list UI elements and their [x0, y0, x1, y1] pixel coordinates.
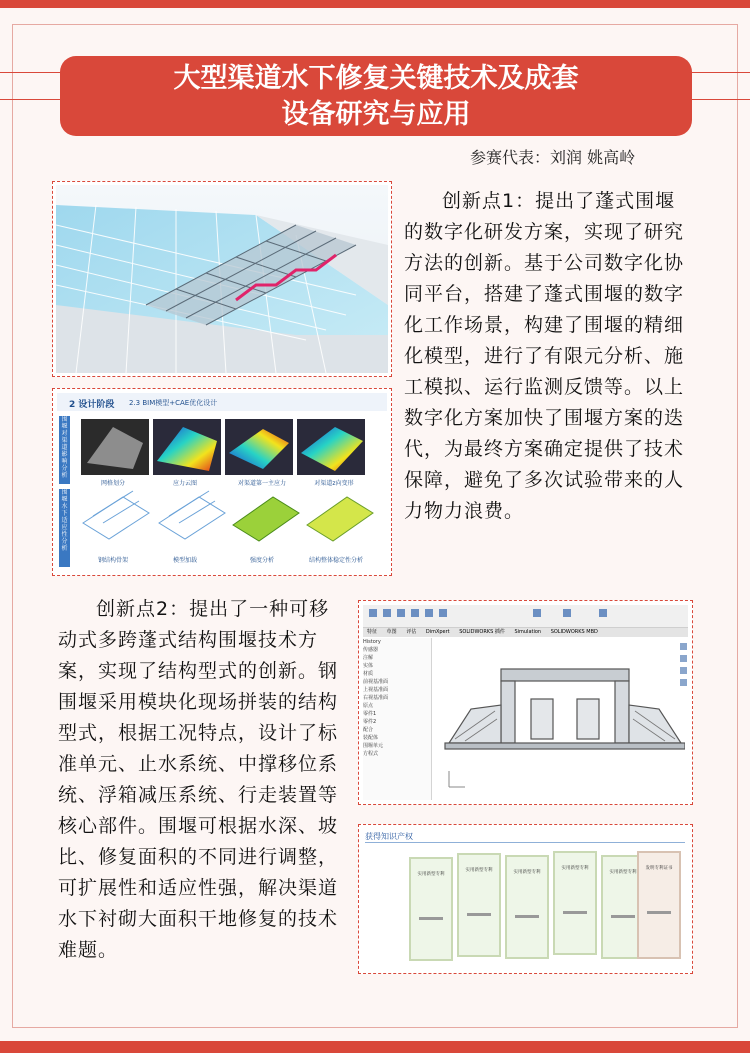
figure-cad-screenshot: [358, 600, 693, 805]
tree-item[interactable]: 上视基准面: [363, 687, 389, 693]
cad-tab[interactable]: DimXpert: [425, 629, 450, 635]
tree-item[interactable]: 注解: [363, 655, 374, 661]
tree-item[interactable]: 零件1: [363, 711, 377, 717]
tree-item[interactable]: 方程式: [363, 751, 379, 757]
tree-item[interactable]: 围堰单元: [363, 743, 384, 749]
cad-tab[interactable]: 草图: [386, 629, 397, 635]
caption-stability: 结构整体稳定性分析: [308, 557, 363, 564]
patent-cert-row: [409, 851, 679, 969]
innovation-2-text: [58, 594, 346, 966]
tree-item[interactable]: 右视基准面: [363, 695, 389, 701]
patent-cert: 实用新型专利: [601, 855, 645, 959]
cad-tabs: [363, 628, 688, 637]
tree-item[interactable]: 前视基准面: [363, 679, 389, 685]
bottom-accent-bar: [0, 1041, 750, 1053]
patent-cert: 实用新型专利: [457, 853, 501, 957]
patent-cert: 实用新型专利: [505, 855, 549, 959]
figure-patents: [358, 824, 693, 974]
cad-tab[interactable]: SOLIDWORKS 插件: [459, 629, 505, 635]
authors: 参赛代表：刘润 姚高岭: [470, 148, 636, 167]
title-line-2: 设备研究与应用: [281, 99, 471, 130]
tree-item[interactable]: 材质: [363, 671, 374, 677]
tree-item[interactable]: 配合: [363, 727, 374, 733]
cad-side-toolbar: [679, 641, 689, 721]
innovation-2-paragraph: 创新点2：提出了一种可移动式多跨蓬式结构围堰技术方案，实现了结构型式的创新。钢围堰采用模块化现场拼装的结构型式，根据工况特点，设计了标准单元、止水系统、中撑移位系统、浮箱减压系统、行走装置等核心部件。围堰可根据水深、坡比、修复面积的不同进行调整，可扩展性和适应性强，解决渠道水下衬砌大面积干地修复的技术难题。: [58, 598, 339, 961]
innovation-1-text: [404, 186, 692, 527]
tree-item[interactable]: History: [363, 639, 381, 645]
tree-item[interactable]: 传感器: [363, 647, 379, 653]
caption-principal-stress: 对渠道第一主应力: [237, 480, 286, 487]
patents-header: 获得知识产权: [365, 832, 413, 841]
tree-item[interactable]: 零件2: [363, 719, 377, 725]
caption-strength: 强度分析: [249, 557, 274, 564]
cad-tab[interactable]: SOLIDWORKS MBD: [550, 629, 598, 635]
side-label-top: 围堰对渠道影响分析: [59, 416, 70, 484]
tree-item[interactable]: 原点: [363, 703, 374, 709]
cad-model-view: [435, 639, 685, 799]
cad-ribbon: [363, 605, 688, 628]
design-subheader: 2.3 BIM模型+CAE优化设计: [129, 399, 218, 407]
cofferdam-3d-image: [56, 185, 388, 373]
patent-cert: 实用新型专利: [409, 857, 453, 961]
page-title: [60, 56, 692, 136]
caption-steel-frame: 钢结构骨架: [97, 557, 128, 564]
frame-line-right: [737, 24, 738, 1028]
design-header: 2 设计阶段: [69, 400, 115, 410]
figure-design-stage: [52, 388, 392, 576]
cad-ribbon-icons: [363, 605, 688, 627]
figure-cofferdam-3d: [52, 181, 392, 377]
caption-z-deformation: 对渠道z向变形: [314, 480, 354, 487]
design-stage-thumbnails: [73, 413, 393, 573]
frame-line-left: [12, 24, 13, 1028]
tree-item[interactable]: 实体: [363, 663, 374, 669]
innovation-1-paragraph: 创新点1：提出了蓬式围堰的数字化研发方案，实现了研究方法的创新。基于公司数字化协同平台，搭建了蓬式围堰的数字化工作场景，构建了围堰的精细化模型，进行了有限元分析、施工模拟、运行监测反馈等。以上数字化方案加快了围堰方案的迭代，为最终方案确定提供了技术保障，避免了多次试验带来的人力物力浪费。: [404, 190, 685, 522]
cad-feature-tree: [363, 638, 432, 800]
cad-tab[interactable]: 特征: [367, 629, 378, 635]
frame-line-top: [12, 24, 738, 25]
side-label-bottom: 围堰水下适应性分析: [59, 489, 70, 567]
caption-mesh: 网格划分: [100, 480, 125, 487]
patent-cert-invention: 发明专利证书: [637, 851, 681, 959]
cad-tab[interactable]: Simulation: [514, 629, 542, 635]
cad-tab[interactable]: 评估: [406, 629, 417, 635]
tree-item[interactable]: 装配体: [363, 735, 379, 741]
top-accent-bar: [0, 0, 750, 8]
title-line-1: 大型渠道水下修复关键技术及成套: [173, 63, 579, 94]
patent-cert: 实用新型专利: [553, 851, 597, 955]
caption-model-load: 模型加载: [172, 557, 197, 564]
frame-line-bottom: [12, 1027, 738, 1028]
caption-stress: 应力云图: [172, 480, 197, 487]
